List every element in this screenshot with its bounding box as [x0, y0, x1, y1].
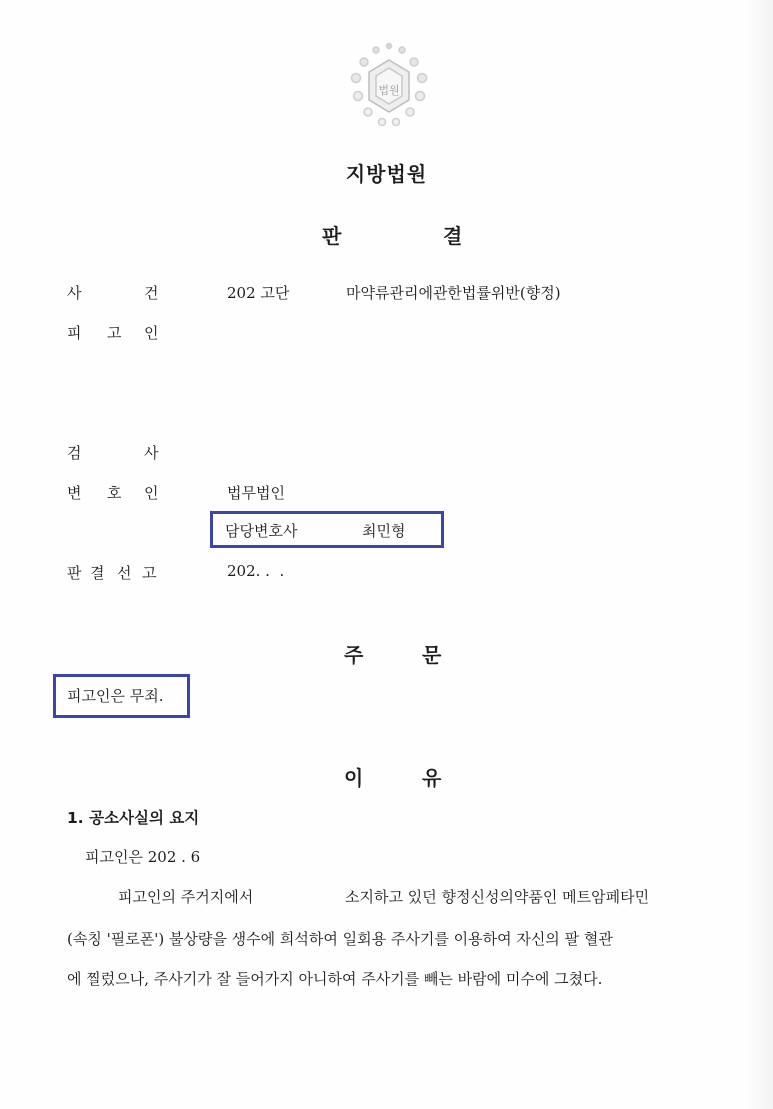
case-label-char: 건 — [144, 284, 159, 302]
reasons-heading-char-2: 유 — [422, 766, 442, 790]
attorney-name: 최민형 — [362, 522, 406, 540]
counsel-label-char: 호 — [107, 484, 122, 502]
order-heading-char-1: 주 — [344, 643, 364, 667]
order-heading-char-2: 문 — [422, 643, 442, 667]
order-text: 피고인은 무죄. — [67, 687, 164, 705]
attorney-title: 담당변호사 — [225, 522, 298, 540]
defendant-label-char: 인 — [144, 324, 159, 342]
verdict-date-label-char: 판 — [67, 564, 82, 582]
reasons-line-2b: 소지하고 있던 향정신성의약품인 메트암페타민 — [345, 888, 650, 906]
reasons-line-4: 에 찔렀으나, 주사기가 잘 들어가지 아니하여 주사기를 빼는 바람에 미수에 그쳤다. — [67, 970, 603, 988]
emblem-label: 법원 — [378, 84, 400, 97]
counsel-label-char: 변 — [67, 484, 82, 502]
section-title-summary: 1. 공소사실의 요지 — [67, 809, 200, 827]
verdict-date-label-char: 결 — [90, 564, 105, 582]
case-number: 202 고단 — [227, 284, 290, 302]
reasons-heading-char-1: 이 — [344, 766, 364, 790]
prosecutor-label-char: 검 — [67, 444, 82, 462]
doc-type-char-2: 결 — [443, 224, 463, 248]
case-label-char: 사 — [67, 284, 82, 302]
court-name: 지방법원 — [345, 162, 428, 186]
case-name: 마약류관리에관한법률위반(향정) — [346, 284, 561, 302]
prosecutor-label-char: 사 — [144, 444, 159, 462]
counsel-label-char: 인 — [144, 484, 159, 502]
reasons-line-2a: 피고인의 주거지에서 — [118, 888, 254, 906]
verdict-date: 202. . . — [227, 562, 285, 580]
doc-type-char-1: 판 — [322, 224, 342, 248]
verdict-date-label-char: 고 — [142, 564, 157, 582]
defendant-label-char: 피 — [67, 324, 82, 342]
reasons-line-1: 피고인은 202 . 6 — [85, 848, 201, 866]
verdict-date-label-char: 선 — [117, 564, 132, 582]
reasons-line-3: (속칭 '필로폰') 불상량을 생수에 희석하여 일회용 주사기를 이용하여 자신의 팔 혈관 — [67, 930, 613, 948]
counsel-firm: 법무법인 — [227, 484, 285, 502]
defendant-label-char: 고 — [107, 324, 122, 342]
